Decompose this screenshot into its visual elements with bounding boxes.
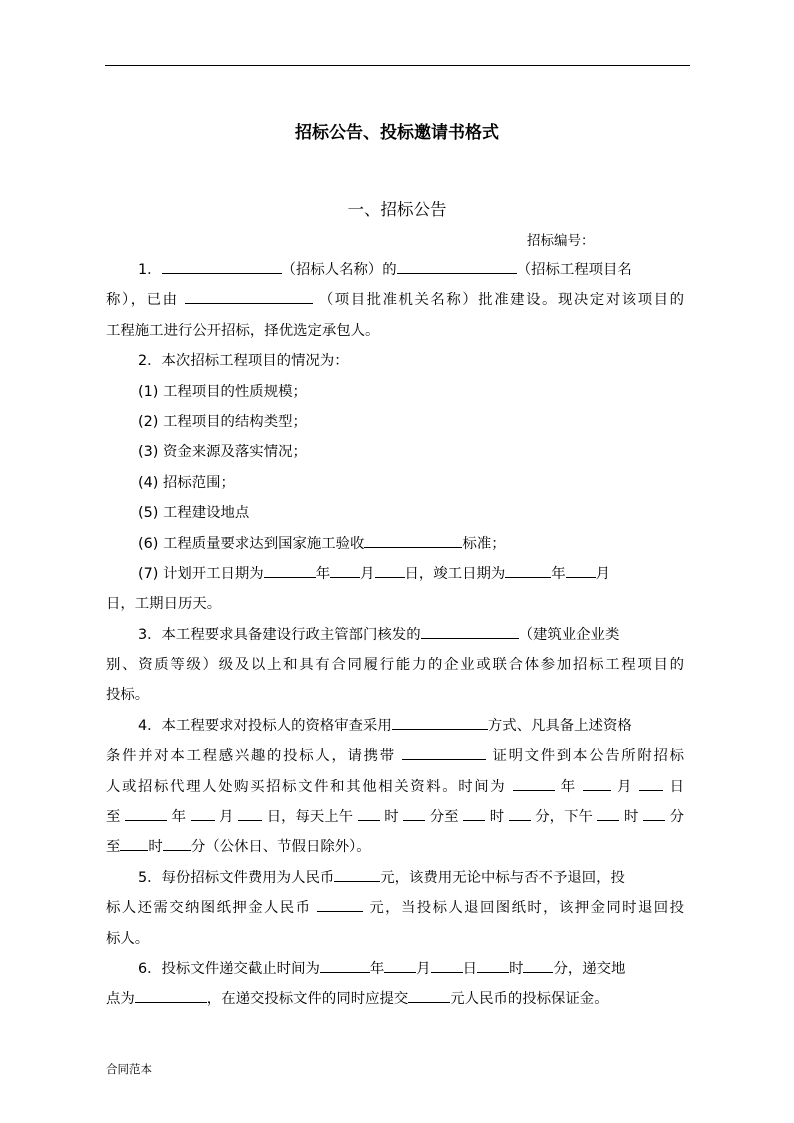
text-fragment: 1．	[138, 262, 162, 278]
blank-field	[513, 776, 555, 791]
text-fragment: 年	[560, 778, 577, 795]
text-line	[106, 589, 684, 619]
text-fragment: 条件并对本工程感兴趣的投标人，请携带	[106, 748, 396, 765]
text-fragment: 日	[669, 778, 684, 795]
footer-label: 合同范本	[106, 1062, 152, 1076]
text-fragment: 月	[360, 565, 375, 582]
blank-field	[364, 533, 462, 548]
text-fragment: （建筑业企业类	[518, 626, 620, 643]
text-fragment: 2．本次招标工程项目的情况为：	[138, 353, 349, 370]
blank-field	[384, 958, 416, 973]
text-fragment: 年	[551, 565, 566, 582]
text-fragment: （招标工程项目名	[516, 262, 632, 278]
text-fragment: 3．本工程要求具备建设行政主管部门核发的	[138, 626, 421, 643]
blank-field	[135, 988, 207, 1003]
tender-number-label: 招标编号：	[527, 233, 595, 249]
blank-field	[375, 563, 405, 578]
blank-field	[402, 745, 486, 760]
text-fragment: (7) 计划开工日期为	[138, 565, 264, 582]
text-fragment: 分，递交地	[553, 960, 626, 977]
blank-field	[125, 806, 167, 821]
text-line	[106, 407, 684, 437]
blank-field	[403, 806, 425, 821]
text-fragment: 点为	[106, 991, 135, 1008]
blank-field	[397, 259, 517, 274]
blank-field	[264, 563, 316, 578]
blank-field	[566, 563, 596, 578]
text-fragment: 元，当投标人退回图纸时，该押金同时退回投	[369, 900, 684, 917]
text-fragment: （项目批准机关名称）批准建设。现决定对该项目的	[318, 292, 684, 309]
text-fragment: 别、资质等级）级及以上和具有合同履行能力的企业或联合体参加招标工程项目的	[106, 657, 684, 674]
text-fragment: 时	[384, 809, 399, 826]
text-fragment: （招标人名称）的	[281, 262, 397, 278]
text-fragment: 工程施工进行公开招标，择优选定承包人。	[106, 322, 380, 339]
text-line	[106, 316, 684, 346]
text-line	[106, 346, 684, 376]
text-fragment: 证明文件到本公告所附招标	[492, 748, 684, 765]
blank-field	[505, 563, 551, 578]
text-fragment: 时	[489, 809, 505, 826]
blank-field	[463, 806, 485, 821]
text-line	[106, 954, 684, 984]
section-heading: 一、招标公告	[347, 200, 447, 219]
text-line	[106, 802, 684, 832]
text-fragment: (4) 招标范围；	[138, 474, 235, 491]
text-fragment: (1) 工程项目的性质规模；	[138, 383, 307, 400]
text-line	[106, 680, 684, 710]
text-line	[106, 772, 684, 802]
blank-field	[583, 776, 611, 791]
document-body	[106, 255, 684, 1015]
text-line	[106, 529, 684, 559]
blank-field	[643, 806, 665, 821]
text-fragment: 方式、凡具备上述资格	[487, 717, 632, 734]
blank-field	[358, 806, 380, 821]
text-fragment: 至	[106, 839, 121, 856]
blank-field	[191, 806, 215, 821]
text-fragment: 日，工期日历天。	[106, 596, 222, 613]
document-title: 招标公告、投标邀请书格式	[295, 123, 499, 143]
text-fragment: 标准；	[462, 535, 506, 552]
blank-field	[238, 806, 262, 821]
text-fragment: 日，竣工日期为	[404, 565, 506, 582]
text-fragment: (5) 工程建设地点	[138, 505, 250, 522]
text-line	[106, 924, 684, 954]
text-fragment: ，在递交投标文件的同时应提交	[206, 991, 409, 1008]
text-line	[106, 832, 684, 862]
blank-field	[163, 836, 191, 851]
text-fragment: 标人。	[106, 930, 150, 947]
text-fragment: 分，下午	[535, 809, 593, 826]
blank-field	[408, 988, 450, 1003]
blank-field	[120, 836, 148, 851]
text-fragment: 投标。	[106, 687, 150, 704]
blank-field	[185, 289, 313, 304]
text-line	[106, 285, 684, 315]
blank-field	[477, 958, 509, 973]
text-fragment: (3) 资金来源及落实情况；	[138, 444, 307, 461]
text-fragment: 分（公休日、节假日除外）。	[190, 839, 371, 856]
text-line	[106, 255, 684, 285]
text-line	[106, 559, 684, 589]
text-fragment: 5．每份招标文件费用为人民币	[138, 869, 335, 886]
text-fragment: 月	[595, 565, 611, 582]
text-fragment: 6．投标文件递交截止时间为	[138, 960, 320, 977]
text-line	[106, 468, 684, 498]
text-line	[106, 893, 684, 923]
text-fragment: 至	[106, 809, 121, 826]
blank-field	[639, 776, 663, 791]
text-fragment: 日，每天上午	[266, 809, 354, 826]
text-fragment: 人或招标代理人处购买招标文件和其他相关资料。时间为	[106, 778, 507, 795]
text-fragment: 4．本工程要求对投标人的资格审查采用	[138, 717, 392, 734]
text-line	[106, 437, 684, 467]
text-fragment: 分	[669, 809, 684, 826]
text-line	[106, 711, 684, 741]
blank-field	[320, 958, 370, 973]
text-fragment: (2) 工程项目的结构类型；	[138, 413, 307, 430]
blank-field	[509, 806, 531, 821]
blank-field	[597, 806, 619, 821]
text-fragment: 时	[509, 960, 524, 977]
text-fragment: 日	[462, 960, 478, 977]
text-fragment: 年	[171, 809, 186, 826]
blank-field	[330, 563, 360, 578]
text-fragment: 月	[219, 809, 234, 826]
blank-field	[421, 624, 519, 639]
text-fragment: 时	[148, 839, 163, 856]
text-fragment: 时	[624, 809, 639, 826]
text-fragment: 元，该费用无论中标与否不予退回，投	[380, 869, 625, 886]
text-line	[106, 863, 684, 893]
header-rule	[105, 65, 690, 66]
text-fragment: 月	[416, 960, 431, 977]
text-fragment: (6) 工程质量要求达到国家施工验收	[138, 535, 365, 552]
blank-field	[162, 259, 282, 274]
text-line	[106, 984, 684, 1014]
blank-field	[523, 958, 553, 973]
text-fragment: 分至	[429, 809, 459, 826]
text-fragment: 年	[369, 960, 385, 977]
text-line	[106, 741, 684, 771]
text-fragment: 年	[315, 565, 331, 582]
text-fragment: 称），已由	[106, 292, 179, 309]
text-fragment: 月	[617, 778, 634, 795]
text-line	[106, 650, 684, 680]
text-line	[106, 377, 684, 407]
blank-field	[334, 867, 380, 882]
text-line	[106, 498, 684, 528]
text-fragment: 标人还需交纳图纸押金人民币	[106, 900, 312, 917]
text-line	[106, 620, 684, 650]
blank-field	[392, 715, 488, 730]
blank-field	[317, 897, 363, 912]
text-fragment: 元人民币的投标保证金。	[450, 991, 609, 1008]
blank-field	[431, 958, 463, 973]
